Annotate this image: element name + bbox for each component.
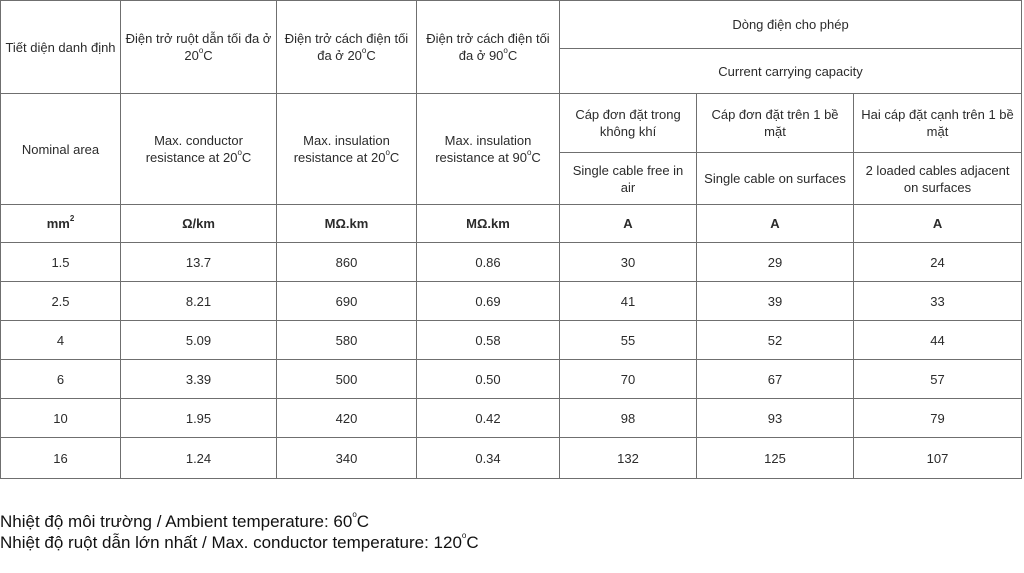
cell-area: 1.5	[1, 243, 121, 282]
table-row	[1, 282, 1022, 321]
header-current-vi: Dòng điện cho phép	[560, 1, 1022, 49]
header-current-en: Current carrying capacity	[560, 49, 1022, 94]
cell-area: 6	[1, 360, 121, 399]
cell-two: 24	[854, 243, 1022, 282]
cell-two: 33	[854, 282, 1022, 321]
header-nominal-area-en: Nominal area	[1, 94, 121, 205]
cell-ins20: 580	[277, 321, 417, 360]
cell-ins90: 0.86	[417, 243, 560, 282]
header-insulation-20-en: Max. insulation resistance at 20$^o$C	[277, 94, 417, 205]
header-conductor-resistance-en: Max. conductor resistance at 20$^o$C	[121, 94, 277, 205]
header-single-air-en: Single cable free in air	[560, 153, 697, 205]
header-nominal-area-vi: Tiết diện danh định	[1, 1, 121, 94]
unit-insulation-20: MΩ.km	[277, 205, 417, 243]
cell-air: 98	[560, 399, 697, 438]
cell-ins90: 0.58	[417, 321, 560, 360]
cell-surface: 52	[697, 321, 854, 360]
cell-surface: 39	[697, 282, 854, 321]
cell-area: 2.5	[1, 282, 121, 321]
header-single-surface-vi: Cáp đơn đặt trên 1 bề mặt	[697, 94, 854, 153]
cell-conductor: 1.95	[121, 399, 277, 438]
cell-surface: 125	[697, 438, 854, 479]
unit-insulation-90: MΩ.km	[417, 205, 560, 243]
unit-surface: A	[697, 205, 854, 243]
table-row	[1, 243, 1022, 282]
table-row	[1, 399, 1022, 438]
cell-ins90: 0.34	[417, 438, 560, 479]
cell-surface: 67	[697, 360, 854, 399]
header-insulation-90-vi: Điện trở cách điện tối đa ở 90$^o$C	[417, 1, 560, 94]
cell-ins90: 0.42	[417, 399, 560, 438]
header-single-air-vi: Cáp đơn đặt trong không khí	[560, 94, 697, 153]
cell-ins90: 0.69	[417, 282, 560, 321]
cell-ins90: 0.50	[417, 360, 560, 399]
cell-ins20: 500	[277, 360, 417, 399]
cell-air: 132	[560, 438, 697, 479]
cell-surface: 93	[697, 399, 854, 438]
unit-conductor: Ω/km	[121, 205, 277, 243]
header-insulation-20-vi: Điện trở cách điện tối đa ở 20$^o$C	[277, 1, 417, 94]
header-two-cables-en: 2 loaded cables adjacent on surfaces	[854, 153, 1022, 205]
conductor-temperature-note: Nhiệt độ ruột dẫn lớn nhất / Max. conductor temperature: 120$^o$C	[0, 531, 479, 552]
ambient-temperature-note: Nhiệt độ môi trường / Ambient temperature: 60$^o$C	[0, 510, 370, 531]
cell-area: 16	[1, 438, 121, 479]
cell-air: 55	[560, 321, 697, 360]
cell-area: 10	[1, 399, 121, 438]
cell-conductor: 5.09	[121, 321, 277, 360]
cell-ins20: 860	[277, 243, 417, 282]
cell-two: 107	[854, 438, 1022, 479]
header-conductor-resistance-vi: Điện trở ruột dẫn tối đa ở 20$^o$C	[121, 1, 277, 94]
cell-air: 30	[560, 243, 697, 282]
cell-conductor: 13.7	[121, 243, 277, 282]
unit-two: A	[854, 205, 1022, 243]
table-row	[1, 360, 1022, 399]
cell-surface: 29	[697, 243, 854, 282]
cell-two: 44	[854, 321, 1022, 360]
cell-air: 70	[560, 360, 697, 399]
cell-area: 4	[1, 321, 121, 360]
cell-ins20: 420	[277, 399, 417, 438]
cell-conductor: 1.24	[121, 438, 277, 479]
header-insulation-90-en: Max. insulation resistance at 90$^o$C	[417, 94, 560, 205]
cell-two: 79	[854, 399, 1022, 438]
cell-conductor: 3.39	[121, 360, 277, 399]
temperature-notes	[0, 511, 479, 553]
header-single-surface-en: Single cable on surfaces	[697, 153, 854, 205]
cell-air: 41	[560, 282, 697, 321]
cell-ins20: 340	[277, 438, 417, 479]
cell-two: 57	[854, 360, 1022, 399]
unit-area: $mm^2$	[1, 205, 121, 243]
header-two-cables-vi: Hai cáp đặt cạnh trên 1 bề mặt	[854, 94, 1022, 153]
table-row	[1, 321, 1022, 360]
table-row	[1, 438, 1022, 479]
cell-ins20: 690	[277, 282, 417, 321]
unit-air: A	[560, 205, 697, 243]
cell-conductor: 8.21	[121, 282, 277, 321]
